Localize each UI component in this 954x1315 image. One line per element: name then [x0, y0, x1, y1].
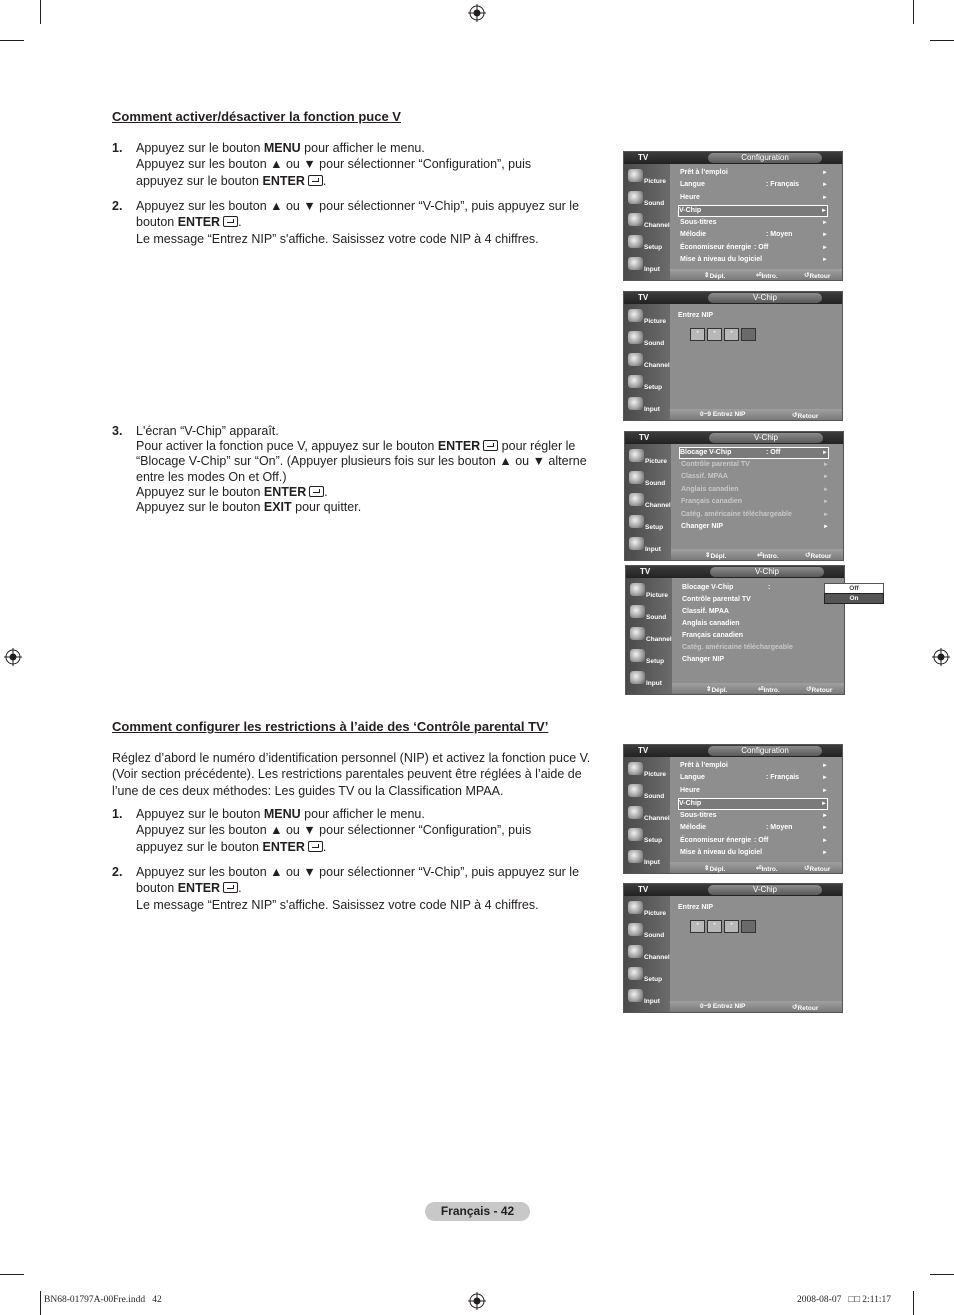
step-number: 2.: [112, 865, 123, 879]
step-text: Le message “Entrez NIP” s'affiche. Saisissez votre code NIP à 4 chiffres.: [136, 231, 539, 246]
step-text: Le message “Entrez NIP” s'affiche. Saisissez votre code NIP à 4 chiffres.: [136, 897, 539, 912]
pin-label: Entrez NIP: [678, 312, 714, 319]
tv-side-label: Channel: [644, 362, 670, 369]
crop-mark: [930, 1274, 954, 1275]
arrow-right-icon: ►: [822, 220, 828, 226]
picture-icon: [629, 449, 644, 462]
tv-menu-item[interactable]: Français canadien ►: [681, 498, 829, 505]
tv-screen-pin: [623, 883, 843, 1013]
step-number: 3.: [112, 424, 123, 438]
tv-screen-vchip-options: [625, 565, 859, 695]
tv-screen-configuration: [623, 151, 843, 281]
sound-icon: [628, 331, 643, 344]
tv-side-sound: [626, 190, 670, 210]
tv-side-setup: [626, 374, 670, 394]
tv-side-label: Setup: [644, 976, 663, 983]
exit-key: EXIT: [263, 500, 292, 515]
arrow-right-icon: ►: [822, 775, 828, 781]
intro-line: l’une de ces deux méthodes: Les guides TV ou la Classification MPAA.: [112, 783, 504, 798]
crop-mark: [0, 40, 24, 41]
step-text: pour afficher le menu.: [300, 807, 425, 821]
enter-icon: ⏎ Intro.: [756, 865, 778, 873]
registration-mark-icon: [468, 4, 486, 22]
tv-title-bar: [624, 745, 842, 757]
tv-menu-item[interactable]: Langue : Français ►: [680, 181, 828, 188]
tv-menu-item[interactable]: Mise à niveau du logiciel ►: [680, 256, 828, 263]
tv-menu-item[interactable]: Prêt à l’emploi ►: [680, 169, 828, 176]
pin-label: Entrez NIP: [678, 904, 714, 911]
section-heading: Comment configurer les restrictions à l’aide des ‘Contrôle parental TV’: [112, 719, 549, 734]
tv-menu-title: Configuration: [708, 746, 822, 756]
crop-mark: [913, 1291, 914, 1315]
input-icon: [629, 537, 644, 550]
input-icon: [630, 671, 645, 684]
arrow-right-icon: ►: [822, 232, 828, 238]
tv-footer: [670, 409, 842, 420]
tv-side-channel: [628, 626, 672, 646]
tv-side-sound: [628, 604, 672, 624]
move-icon: ⇕ Dépl.: [706, 686, 728, 694]
arrow-right-icon: ►: [823, 487, 829, 493]
tv-side-sound: [627, 470, 671, 490]
tv-screen-pin: [623, 291, 843, 421]
step-text: Appuyez sur les bouton ▲ ou ▼ pour sélectionner “Configuration”, puis: [136, 823, 532, 838]
tv-side-label: Sound: [644, 793, 665, 800]
step-text: entre les modes On et Off.): [136, 469, 287, 484]
file-info: BN68-01797A-00Fre.indd 42: [44, 1295, 162, 1305]
arrow-right-icon: ►: [823, 462, 829, 468]
sound-icon: [628, 191, 643, 204]
enter-icon: [308, 175, 323, 186]
tv-side-label: Picture: [644, 318, 667, 325]
tv-side-label: Picture: [645, 458, 668, 465]
tv-menu-item[interactable]: Mélodie : Moyen ►: [680, 824, 828, 831]
tv-menu-item[interactable]: Catég. américaine téléchargeable ►: [681, 511, 829, 518]
input-icon: [628, 989, 643, 1002]
tv-menu-item[interactable]: Mise à niveau du logiciel ►: [680, 849, 828, 856]
tv-side-label: Picture: [644, 771, 667, 778]
tv-side-label: Input: [644, 406, 660, 413]
pin-digit[interactable]: *: [724, 920, 739, 933]
arrow-right-icon: ►: [822, 450, 828, 456]
step-text: pour afficher le menu.: [300, 141, 425, 155]
tv-side-label: Setup: [644, 384, 663, 391]
tv-side-label: Sound: [644, 932, 665, 939]
picture-icon: [628, 309, 643, 322]
enter-key: ENTER: [262, 173, 305, 188]
tv-menu-item-selected[interactable]: Blocage V-Chip : Off ►: [679, 447, 829, 459]
registration-mark-icon: [932, 648, 950, 666]
return-icon: ↺ Retour: [805, 552, 832, 560]
tv-side-picture: [626, 900, 670, 920]
tv-menu-item[interactable]: Sous-titres ►: [680, 812, 828, 819]
tv-menu-item[interactable]: Contrôle parental TV: [682, 596, 751, 603]
arrow-right-icon: ►: [822, 788, 828, 794]
tv-side-label: Channel: [645, 502, 671, 509]
setup-icon: [628, 828, 643, 841]
tv-side-label: Setup: [644, 244, 663, 251]
arrow-right-icon: ►: [822, 245, 828, 251]
tv-menu-item[interactable]: Économiseur énergie : Off ►: [680, 244, 828, 251]
step-text: Appuyez sur les bouton ▲ ou ▼ pour sélectionner “V-Chip”, puis appuyez sur le: [136, 865, 580, 879]
picture-icon: [628, 762, 643, 775]
step-text: .: [238, 215, 242, 230]
tv-side-channel: [626, 352, 670, 372]
step-text: Appuyez sur les bouton ▲ ou ▼ pour sélectionner “Configuration”, puis: [136, 157, 532, 172]
tv-side-input: [626, 256, 670, 276]
step-text: .: [238, 881, 242, 896]
tv-menu-item[interactable]: Classif. MPAA ►: [681, 473, 829, 480]
tv-menu-item[interactable]: Prêt à l’emploi ►: [680, 762, 828, 769]
channel-icon: [630, 627, 645, 640]
pin-digit[interactable]: *: [707, 328, 722, 341]
crop-mark: [0, 1274, 24, 1275]
tv-menu-item[interactable]: Langue : Français ►: [680, 774, 828, 781]
step-2: [112, 198, 596, 247]
pin-digit[interactable]: *: [690, 920, 705, 933]
tv-menu-item[interactable]: Sous-titres ►: [680, 219, 828, 226]
tv-side-channel: [626, 944, 670, 964]
arrow-right-icon: ►: [822, 182, 828, 188]
picture-icon: [628, 169, 643, 182]
return-icon: ↺ Retour: [804, 865, 831, 873]
channel-icon: [628, 353, 643, 366]
tv-screen-configuration: [623, 744, 843, 874]
tv-menu: [670, 164, 842, 270]
step-text: Appuyez sur le bouton: [136, 500, 264, 515]
tv-menu-item[interactable]: Mélodie : Moyen ►: [680, 231, 828, 238]
sound-icon: [629, 471, 644, 484]
tv-label: TV: [640, 567, 651, 576]
tv-menu-item[interactable]: Classif. MPAA: [682, 608, 729, 615]
step-text: .: [322, 173, 327, 188]
crop-mark: [930, 40, 954, 41]
step-number: 1.: [112, 141, 123, 155]
tv-label: TV: [638, 153, 649, 162]
number-keys-hint: 0~9 Entrez NIP: [700, 1003, 746, 1010]
tv-sidebar: [624, 896, 670, 1012]
print-date: 2008-08-07 □□ 2:11:17: [797, 1295, 891, 1305]
tv-menu-item-selected[interactable]: V-Chip ►: [678, 205, 828, 217]
tv-side-label: Setup: [646, 658, 665, 665]
tv-sidebar: [626, 578, 672, 694]
tv-footer: [672, 683, 844, 694]
tv-side-channel: [626, 212, 670, 232]
tv-side-input: [628, 670, 672, 690]
tv-side-label: Channel: [646, 636, 672, 643]
step-text: Appuyez sur les bouton ▲ ou ▼ pour sélectionner “V-Chip”, puis appuyez sur le: [136, 199, 580, 213]
tv-side-picture: [626, 168, 670, 188]
move-icon: ⇕ Dépl.: [704, 865, 726, 873]
tv-title-bar: [625, 432, 843, 444]
tv-menu-item[interactable]: Anglais canadien ►: [681, 486, 829, 493]
tv-title-bar: [626, 566, 844, 578]
arrow-right-icon: ►: [823, 524, 829, 530]
input-icon: [628, 257, 643, 270]
pin-digit[interactable]: [741, 920, 756, 933]
step-text: appuyez sur le bouton: [136, 839, 263, 854]
tv-menu-item[interactable]: Heure ►: [680, 787, 828, 794]
tv-title-bar: [624, 292, 842, 304]
enter-icon: ⏎ Intro.: [757, 552, 779, 560]
section-heading: Comment activer/désactiver la fonction puce V: [112, 109, 401, 124]
arrow-right-icon: ►: [822, 838, 828, 844]
tv-menu-item[interactable]: Blocage V-Chip :: [682, 584, 771, 591]
channel-icon: [628, 213, 643, 226]
arrow-right-icon: ►: [823, 512, 829, 518]
return-icon: ↺ Retour: [792, 412, 819, 420]
step-text: Appuyez sur le bouton: [136, 484, 264, 499]
channel-icon: [629, 493, 644, 506]
tv-menu-item-selected[interactable]: V-Chip ►: [678, 798, 828, 810]
tv-sidebar: [624, 164, 670, 280]
menu-key: MENU: [263, 141, 301, 155]
tv-menu-item[interactable]: Changer NIP: [682, 656, 725, 663]
tv-menu-title: Configuration: [708, 153, 822, 163]
sound-icon: [628, 784, 643, 797]
tv-side-input: [626, 849, 670, 869]
return-icon: ↺ Retour: [806, 686, 833, 694]
pin-digit[interactable]: *: [724, 328, 739, 341]
tv-menu: [672, 578, 859, 684]
arrow-right-icon: ►: [822, 850, 828, 856]
move-icon: ⇕ Dépl.: [705, 552, 727, 560]
number-keys-hint: 0~9 Entrez NIP: [700, 411, 746, 418]
step-text: Pour activer la fonction puce V, appuyez sur le bouton: [136, 439, 438, 454]
move-icon: ⇕ Dépl.: [704, 272, 726, 280]
step-text: L'écran “V-Chip” apparaît.: [136, 424, 279, 438]
tv-menu-item[interactable]: Heure ►: [680, 194, 828, 201]
tv-footer: [671, 549, 843, 560]
tv-side-channel: [627, 492, 671, 512]
tv-menu-item[interactable]: Changer NIP ►: [681, 523, 829, 530]
step-text: .: [324, 484, 328, 499]
tv-menu-title: V-Chip: [708, 293, 822, 303]
crop-mark: [40, 1291, 41, 1315]
tv-side-label: Picture: [644, 178, 667, 185]
tv-side-label: Input: [645, 546, 661, 553]
tv-side-setup: [626, 966, 670, 986]
tv-menu-item[interactable]: Contrôle parental TV ►: [681, 461, 829, 468]
setup-icon: [630, 649, 645, 662]
tv-side-label: Picture: [644, 910, 667, 917]
crop-mark: [913, 0, 914, 24]
tv-menu: [670, 757, 842, 863]
tv-title-bar: [624, 152, 842, 164]
step-number: 1.: [112, 807, 123, 821]
pin-digit[interactable]: *: [690, 328, 705, 341]
step-2: [112, 864, 596, 913]
tv-side-label: Sound: [644, 340, 665, 347]
intro-paragraph: [112, 750, 592, 799]
tv-menu-title: V-Chip: [710, 567, 824, 577]
arrow-right-icon: ►: [822, 763, 828, 769]
intro-line: (Voir section précédente). Les restrictions parentales peuvent être réglées à l’aide de: [112, 767, 582, 782]
enter-key: ENTER: [263, 484, 307, 499]
tv-menu-item[interactable]: Anglais canadien: [682, 620, 740, 627]
tv-side-sound: [626, 783, 670, 803]
option-on[interactable]: On: [824, 593, 884, 604]
enter-key: ENTER: [177, 881, 221, 896]
intro-line: Réglez d’abord le numéro d’identification personnel (NIP) et activez la fonction puce V.: [112, 751, 591, 765]
tv-footer: [670, 1001, 842, 1012]
input-icon: [628, 397, 643, 410]
tv-side-setup: [626, 234, 670, 254]
arrow-right-icon: ►: [822, 257, 828, 263]
setup-icon: [628, 967, 643, 980]
tv-side-label: Sound: [645, 480, 666, 487]
pin-digit[interactable]: *: [707, 920, 722, 933]
tv-side-label: Channel: [644, 954, 670, 961]
tv-side-sound: [626, 922, 670, 942]
tv-side-label: Input: [644, 266, 660, 273]
tv-side-setup: [628, 648, 672, 668]
arrow-right-icon: ►: [821, 801, 827, 807]
setup-icon: [629, 515, 644, 528]
option-off[interactable]: Off: [824, 583, 884, 594]
tv-side-sound: [626, 330, 670, 350]
picture-icon: [630, 583, 645, 596]
tv-side-picture: [628, 582, 672, 602]
step-1: [112, 140, 596, 189]
arrow-right-icon: ►: [821, 208, 827, 214]
step-text: pour régler le: [498, 439, 576, 454]
tv-side-picture: [626, 308, 670, 328]
step-text: Appuyez sur le bouton: [136, 807, 264, 821]
tv-menu-title: V-Chip: [709, 433, 823, 443]
tv-title-bar: [624, 884, 842, 896]
tv-menu-item[interactable]: Catég. américaine téléchargeable: [682, 644, 793, 651]
tv-sidebar: [624, 304, 670, 420]
tv-footer: [670, 862, 842, 873]
page-number: Français - 42: [425, 1202, 530, 1221]
arrow-right-icon: ►: [822, 813, 828, 819]
step-text: “Blocage V-Chip” sur “On”. (Appuyer plusieurs fois sur les bouton ▲ ou ▼ alterne: [136, 454, 587, 469]
tv-menu: [670, 896, 842, 1002]
enter-icon: ⏎ Intro.: [756, 272, 778, 280]
tv-side-input: [626, 396, 670, 416]
tv-side-label: Picture: [646, 592, 669, 599]
tv-side-setup: [626, 827, 670, 847]
enter-icon: [308, 841, 323, 852]
tv-side-label: Input: [644, 859, 660, 866]
step-3: [112, 424, 606, 515]
enter-icon: ⏎ Intro.: [758, 686, 780, 694]
tv-side-label: Channel: [644, 815, 670, 822]
tv-menu-title: V-Chip: [708, 885, 822, 895]
step-text: bouton: [136, 215, 178, 230]
tv-menu-item[interactable]: Économiseur énergie : Off ►: [680, 837, 828, 844]
channel-icon: [628, 945, 643, 958]
enter-icon: [223, 216, 238, 227]
step-text: bouton: [136, 881, 178, 896]
step-text: Appuyez sur le bouton: [136, 141, 264, 155]
tv-sidebar: [624, 757, 670, 873]
arrow-right-icon: ►: [822, 825, 828, 831]
crop-mark: [40, 0, 41, 24]
tv-side-label: Setup: [644, 837, 663, 844]
tv-side-input: [626, 988, 670, 1008]
step-1: [112, 806, 596, 855]
setup-icon: [628, 375, 643, 388]
input-icon: [628, 850, 643, 863]
channel-icon: [628, 806, 643, 819]
tv-side-setup: [627, 514, 671, 534]
tv-side-label: Input: [646, 680, 662, 687]
enter-icon: [309, 486, 324, 497]
setup-icon: [628, 235, 643, 248]
tv-side-picture: [626, 761, 670, 781]
arrow-right-icon: ►: [823, 474, 829, 480]
arrow-right-icon: ►: [822, 170, 828, 176]
tv-menu: [670, 304, 842, 410]
tv-side-label: Sound: [646, 614, 667, 621]
tv-side-channel: [626, 805, 670, 825]
registration-mark-icon: [4, 648, 22, 666]
arrow-right-icon: ►: [822, 195, 828, 201]
step-text: pour quitter.: [291, 500, 362, 515]
tv-label: TV: [638, 293, 649, 302]
sound-icon: [628, 923, 643, 936]
enter-key: ENTER: [262, 839, 305, 854]
tv-footer: [670, 269, 842, 280]
registration-mark-icon: [468, 1292, 486, 1310]
return-icon: ↺ Retour: [804, 272, 831, 280]
pin-digit[interactable]: [741, 328, 756, 341]
return-icon: ↺ Retour: [792, 1004, 819, 1012]
tv-side-label: Sound: [644, 200, 665, 207]
enter-icon: [483, 440, 498, 451]
enter-key: ENTER: [177, 215, 221, 230]
tv-side-picture: [627, 448, 671, 468]
tv-label: TV: [638, 746, 649, 755]
tv-side-label: Channel: [644, 222, 670, 229]
picture-icon: [628, 901, 643, 914]
enter-key: ENTER: [437, 439, 481, 454]
step-text: .: [322, 839, 327, 854]
tv-label: TV: [638, 885, 649, 894]
tv-side-input: [627, 536, 671, 556]
step-text: appuyez sur le bouton: [136, 173, 263, 188]
sound-icon: [630, 605, 645, 618]
step-number: 2.: [112, 199, 123, 213]
tv-side-label: Input: [644, 998, 660, 1005]
tv-sidebar: [625, 444, 671, 560]
tv-screen-vchip: [624, 431, 844, 561]
arrow-right-icon: ►: [823, 499, 829, 505]
tv-side-label: Setup: [645, 524, 664, 531]
menu-key: MENU: [263, 807, 301, 821]
enter-icon: [223, 882, 238, 893]
tv-menu: [671, 444, 843, 550]
tv-menu-item[interactable]: Français canadien: [682, 632, 744, 639]
tv-label: TV: [639, 433, 650, 442]
